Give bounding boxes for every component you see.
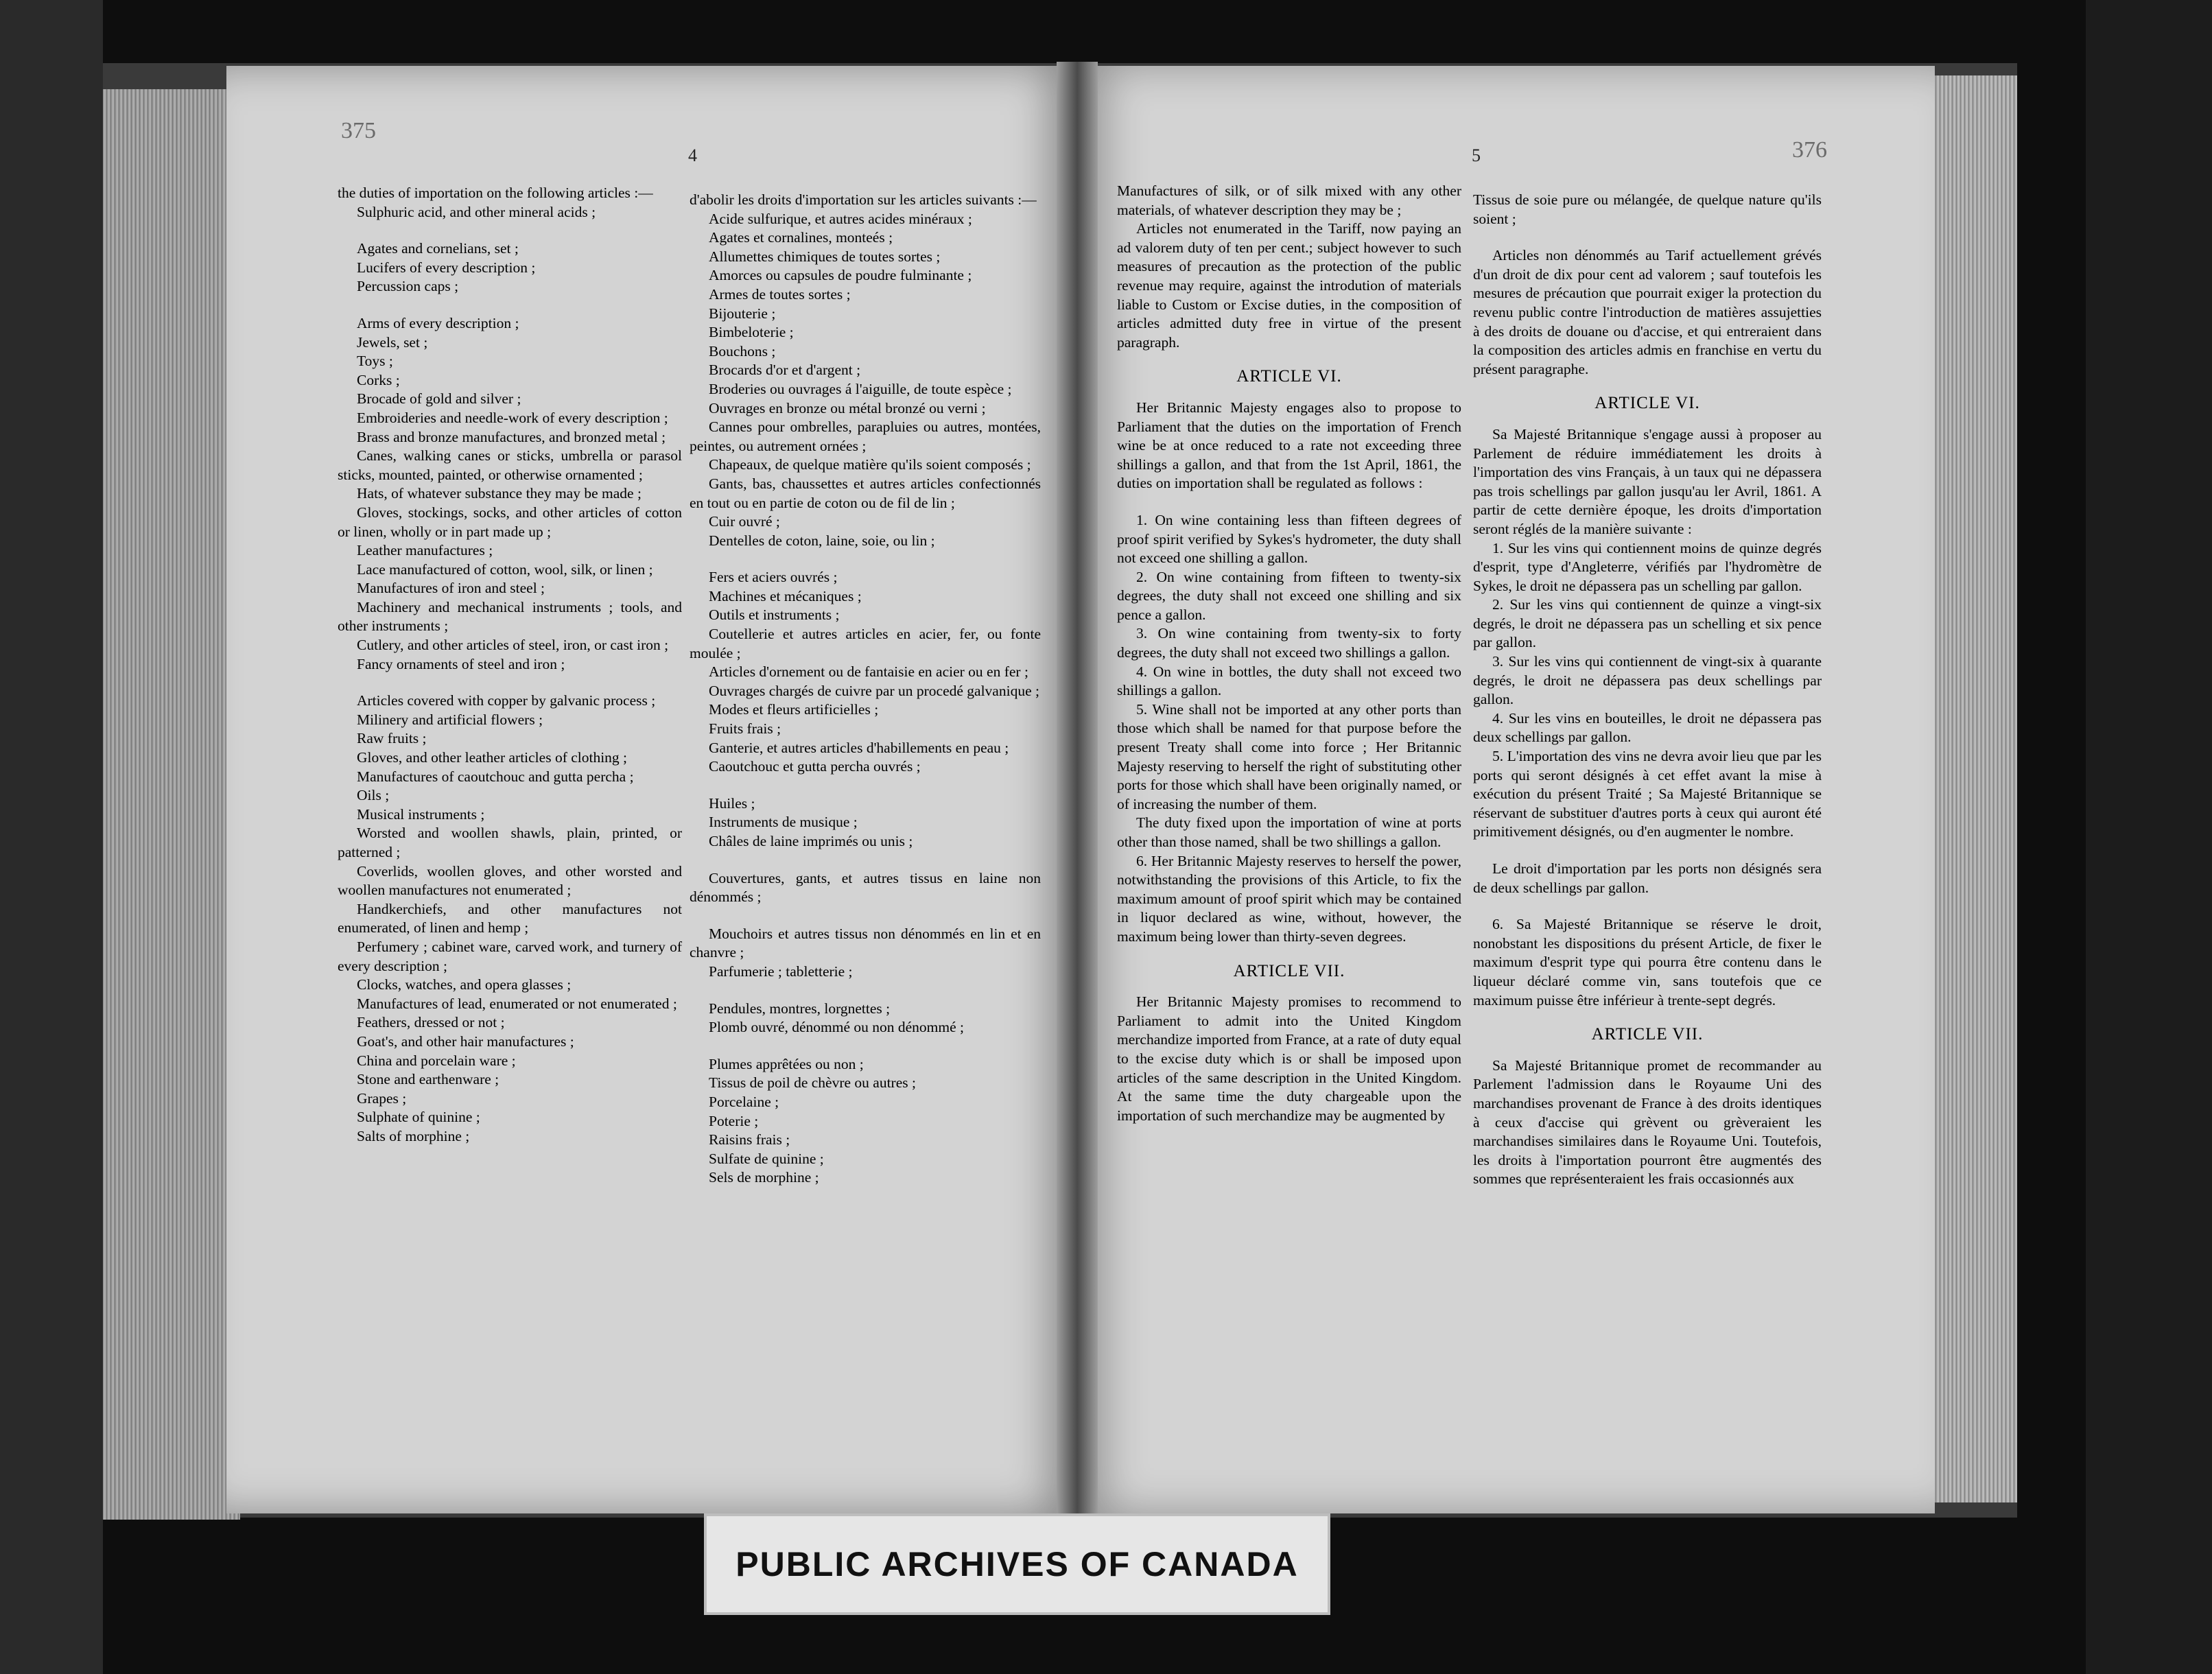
text-line: Bijouterie ; [709, 305, 776, 322]
text-line: Articles not enumerated in the Tariff, now paying an ad valorem duty of ten per cent.; subject however to such measures of precaution as the protection of the public revenue may require, against the introdution of materials liable to Custom or Excise duties, in the composition of articles admitted duty free in virtue of the present paragraph. [1117, 220, 1461, 351]
text-line: Sa Majesté Britannique s'engage aussi à proposer au Parlement de réduire immédiatement les droits à l'importation des vins Français, à un taux qui ne dépassera pas trois schellings par gallon jusqu'au ler Avril, 1861. A partir de cette dernière époque, les droits d'importation seront réglés de la manière suivante : [1473, 425, 1822, 537]
text-line: 4. On wine in bottles, the duty shall not exceed two shillings a gallon. [1117, 663, 1461, 699]
text-line: 2. Sur les vins qui contiennent de quinze a vingt-six degrés, le droit ne dépassera pas un schelling et six pence par gallon. [1473, 596, 1822, 651]
text-line: Raw fruits ; [357, 730, 427, 747]
text-line: Brocards d'or et d'argent ; [709, 362, 861, 379]
text-line: 1. On wine containing less than fifteen degrees of proof spirit verified by Sykes's hydrometer, the duty shall not exceed one shilling a gallon. [1117, 511, 1461, 567]
text-line: d'abolir les droits d'importation sur les articles suivants :— [690, 191, 1037, 208]
text-line: Leather manufactures ; [357, 542, 493, 559]
spacer [338, 222, 682, 239]
spacer [1117, 493, 1461, 511]
text-line: 3. On wine containing from twenty-six to forty degrees, the duty shall not exceed two shillings a gallon. [1117, 625, 1461, 661]
text-line: Sulphuric acid, and other mineral acids ; [357, 203, 596, 220]
text-line: Sulfate de quinine ; [709, 1150, 824, 1167]
text-line: Cuir ouvré ; [709, 513, 780, 530]
text-line: Tissus de poil de chèvre ou autres ; [709, 1074, 916, 1092]
text-line: Articles covered with copper by galvanic process ; [357, 692, 656, 709]
text-line: the duties of importation on the following articles :— [338, 185, 653, 201]
text-line: 6. Her Britannic Majesty reserves to herself the power, notwithstanding the provisions of this Article, to fix the maximum amount of proof spirit which may be contained in liquor declared as wine, without, however, the maximum being lower than thirty-seven degrees. [1117, 852, 1461, 945]
page-number-375: 375 [341, 118, 376, 143]
text-line: Instruments de musique ; [709, 814, 858, 831]
french-column-left [690, 191, 1041, 1188]
text-line: Chapeaux, de quelque matière qu'ils soient composés ; [709, 456, 1031, 473]
archive-label: PUBLIC ARCHIVES OF CANADA [707, 1516, 1328, 1612]
text-line: Bouchons ; [709, 342, 776, 359]
text-line: Broderies ou ouvrages á l'aiguille, de toute espèce ; [709, 380, 1012, 397]
text-line: Ganterie, et autres articles d'habillements en peau ; [709, 739, 1009, 756]
page-number-4: 4 [688, 145, 697, 165]
spacer [690, 777, 1041, 794]
text-line: Manufactures of iron and steel ; [357, 580, 545, 597]
text-line: Allumettes chimiques de toutes sortes ; [709, 248, 941, 265]
text-line: Plumes apprêtées ou non ; [709, 1055, 864, 1072]
text-line: Plomb ouvré, dénommé ou non dénommé ; [709, 1019, 965, 1036]
spacer [1473, 228, 1822, 246]
text-line: Agates and cornelians, set ; [357, 240, 519, 257]
spacer [1473, 842, 1822, 860]
text-line: Lucifers of every description ; [357, 259, 536, 276]
backdrop-right [2086, 0, 2212, 1674]
text-line: Tissus de soie pure ou mélangée, de quelque nature qu'ils soient ; [1473, 191, 1822, 227]
text-line: Acide sulfurique, et autres acides minéraux ; [709, 210, 972, 227]
page-number-5: 5 [1472, 145, 1481, 165]
text-line: Gloves, stockings, socks, and other articles of cotton or linen, wholly or in part made up ; [338, 504, 682, 540]
text-line: Ouvrages en bronze ou métal bronzé ou verni ; [709, 399, 986, 416]
article-heading: ARTICLE VII. [1591, 1025, 1704, 1044]
spacer [1473, 897, 1822, 915]
text-line: Gants, bas, chaussettes et autres articles confectionnés en tout ou en partie de coton ou de fil de lin ; [690, 475, 1041, 511]
text-line: 6. Sa Majesté Britannique se réserve le droit, nonobstant les dispositions du présent Article, de fixer le maximum d'esprit type qui pourra être contenu dans le liqueur déclaré comme vin, sans toutefois que ce maximum puisse être inférieur à trente-sept degrés. [1473, 916, 1822, 1009]
text-line: Handkerchiefs, and other manufactures not enumerated, of linen and hemp ; [338, 900, 682, 936]
text-line: Dentelles de coton, laine, soie, ou lin ; [709, 532, 935, 549]
text-line: Her Britannic Majesty promises to recommend to Parliament to admit into the United Kingdom merchandize imported from France, at a rate of duty equal to the excise duty which is or shall be imposed upon articles of the same description in the United Kingdom. At the same time the duty chargeable upon the importation of such merchandize may be augmented by [1117, 993, 1461, 1124]
text-line: Fruits frais ; [709, 720, 781, 738]
text-line: 5. Wine shall not be imported at any other ports than those which shall be named for that purpose before the present Treaty shall come into force ; Her Britannic Majesty reserving to herself the right of substituting other ports for those which shall have been originally named, or of increasing the number of them. [1117, 700, 1461, 812]
text-line: Couvertures, gants, et autres tissus en laine non dénommés ; [690, 869, 1041, 906]
spacer [338, 296, 682, 314]
text-line: Parfumerie ; tabletterie ; [709, 963, 853, 980]
text-line: Porcelaine ; [709, 1093, 779, 1110]
page-number-376: 376 [1792, 137, 1827, 163]
text-line: Machines et mécaniques ; [709, 587, 862, 604]
text-line: Fancy ornaments of steel and iron ; [357, 655, 565, 672]
text-line: Modes et fleurs artificielles ; [709, 701, 879, 718]
text-line: Musical instruments ; [357, 805, 485, 823]
text-line: Her Britannic Majesty engages also to propose to Parliament that the duties on the importation of French wine be at once reduced to a rate not exceeding three shillings a gallon, and that from the 1st April, 1861, the duties on importation shall be regulated as follows : [1117, 399, 1461, 492]
spacer [338, 674, 682, 692]
text-line: Manufactures of silk, or of silk mixed with any other materials, of whatever description they may be ; [1117, 182, 1461, 218]
text-line: Corks ; [357, 371, 400, 388]
spacer [690, 550, 1041, 568]
spacer [690, 907, 1041, 925]
text-line: Agates et cornalines, monteés ; [709, 229, 893, 246]
text-line: Clocks, watches, and opera glasses ; [357, 976, 572, 993]
english-column-left [338, 184, 682, 1146]
article-heading: ARTICLE VI. [1595, 394, 1700, 413]
text-line: Jewels, set ; [357, 333, 428, 351]
text-line: Ouvrages chargés de cuivre par un procedé galvanique ; [709, 682, 1039, 699]
text-line: Cutlery, and other articles of steel, iron, or cast iron ; [357, 637, 669, 654]
text-line: Grapes ; [357, 1089, 407, 1107]
text-line: Huiles ; [709, 794, 755, 812]
text-line: Manufactures of caoutchouc and gutta percha ; [357, 768, 634, 785]
text-line: Feathers, dressed or not ; [357, 1014, 505, 1031]
text-line: Armes de toutes sortes ; [709, 285, 851, 303]
text-line: Raisins frais ; [709, 1131, 790, 1148]
spacer [690, 851, 1041, 869]
text-line: Perfumery ; cabinet ware, carved work, and turnery of every description ; [338, 938, 682, 974]
text-line: Coutellerie et autres articles en acier, fer, ou fonte moulée ; [690, 626, 1041, 661]
text-line: Manufactures of lead, enumerated or not enumerated ; [357, 995, 677, 1012]
book-gutter [1057, 62, 1098, 1516]
text-line: 2. On wine containing from fifteen to twenty-six degrees, the duty shall not exceed one shilling and six pence a gallon. [1117, 568, 1461, 623]
article-heading: ARTICLE VI. [1236, 367, 1342, 386]
text-line: Châles de laine imprimés ou unis ; [709, 833, 913, 849]
french-column-right [1473, 191, 1822, 1189]
text-line: Canes, walking canes or sticks, umbrella or parasol sticks, mounted, painted, or otherwise ornamented ; [338, 447, 682, 483]
text-line: Articles non dénommés au Tarif actuellement grévés d'un droit de dix pour cent ad valorem ; sauf toutefois les mesures de précaution que pourrait exiger la protection du revenu public contre l'introduction de matières assujetties à des droits de douane ou d'accise, et qui entreraient dans la composition des articles admis en franchise en vertu du présent paragraphe. [1473, 247, 1822, 377]
text-line: Goat's, and other hair manufactures ; [357, 1033, 574, 1050]
text-line: Worsted and woollen shawls, plain, printed, or patterned ; [338, 825, 682, 860]
text-line: Embroideries and needle-work of every description ; [357, 409, 668, 426]
article-heading: ARTICLE VII. [1233, 961, 1345, 980]
text-line: Toys ; [357, 353, 393, 370]
text-line: Bimbeloterie ; [709, 324, 794, 341]
text-line: 1. Sur les vins qui contiennent moins de quinze degrés d'esprit, type d'Angleterre, vérifiés par l'hydromètre de Sykes, le droit ne dépassera pas un schelling par gallon. [1473, 539, 1822, 594]
text-line: Stone and earthenware ; [357, 1071, 499, 1088]
text-line: Poterie ; [709, 1112, 759, 1129]
text-line: Articles d'ornement ou de fantaisie en acier ou en fer ; [709, 663, 1028, 681]
spacer [690, 1037, 1041, 1055]
text-line: Le droit d'importation par les ports non désignés sera de deux schellings par gallon. [1473, 860, 1822, 896]
spacer [690, 982, 1041, 1000]
text-line: 5. L'importation des vins ne devra avoir lieu que par les ports qui seront désignés à cet effet avant la mise à exécution du présent Traité ; Sa Majesté Britannique se réservant de substituer d'autres ports à ceux qui auront été primitivement désignés, ou d'en augmenter le nombre. [1473, 748, 1822, 840]
text-line: 4. Sur les vins en bouteilles, le droit ne dépassera pas deux schellings par gallon. [1473, 709, 1822, 746]
text-line: Fers et aciers ouvrés ; [709, 569, 838, 586]
english-column-right [1117, 182, 1461, 1125]
text-line: Cannes pour ombrelles, parapluies ou autres, montées, peintes, ou autrement ornées ; [690, 418, 1041, 454]
text-line: Brass and bronze manufactures, and bronzed metal ; [357, 428, 666, 445]
text-line: China and porcelain ware ; [357, 1052, 516, 1069]
text-line: Sels de morphine ; [709, 1169, 819, 1186]
backdrop-left [0, 0, 103, 1674]
text-line: Salts of morphine ; [357, 1127, 470, 1144]
text-line: 3. Sur les vins qui contiennent de vingt-six à quarante degrés, le droit ne dépassera pas deux schellings par gallon. [1473, 653, 1822, 708]
text-line: Hats, of whatever substance they may be made ; [357, 485, 642, 502]
text-line: Lace manufactured of cotton, wool, silk, or linen ; [357, 561, 653, 578]
text-line: The duty fixed upon the importation of wine at ports other than those named, shall be two shillings a gallon. [1117, 814, 1461, 850]
text-line: Amorces ou capsules de poudre fulminante ; [709, 267, 972, 284]
text-line: Pendules, montres, lorgnettes ; [709, 1000, 891, 1017]
page-edges-left [103, 89, 240, 1520]
text-line: Outils et instruments ; [709, 606, 840, 624]
text-line: Caoutchouc et gutta percha ouvrés ; [709, 758, 921, 775]
text-line: Milinery and artificial flowers ; [357, 711, 543, 728]
text-line: Mouchoirs et autres tissus non dénommés en lin et en chanvre ; [690, 925, 1041, 961]
text-line: Machinery and mechanical instruments ; tools, and other instruments ; [338, 598, 682, 635]
text-line: Gloves, and other leather articles of clothing ; [357, 749, 628, 766]
text-line: Brocade of gold and silver ; [357, 390, 521, 408]
text-line: Percussion caps ; [357, 278, 459, 295]
text-line: Sulphate of quinine ; [357, 1109, 480, 1126]
text-line: Oils ; [357, 787, 390, 804]
text-line: Coverlids, woollen gloves, and other worsted and woollen manufactures not enumerated ; [338, 862, 682, 899]
text-line: Arms of every description ; [357, 314, 519, 331]
text-line: Sa Majesté Britannique promet de recommander au Parlement l'admission dans le Royaume Uni des marchandises provenant de France à des droits identiques à ceux d'accise qui grèvent ou grèveraient les marchandises similaires dans le Royaume Uni. Toutefois, les droits à l'importation pourront être augmentés des sommes que représenteraient les frais occasionnés aux [1473, 1057, 1822, 1188]
